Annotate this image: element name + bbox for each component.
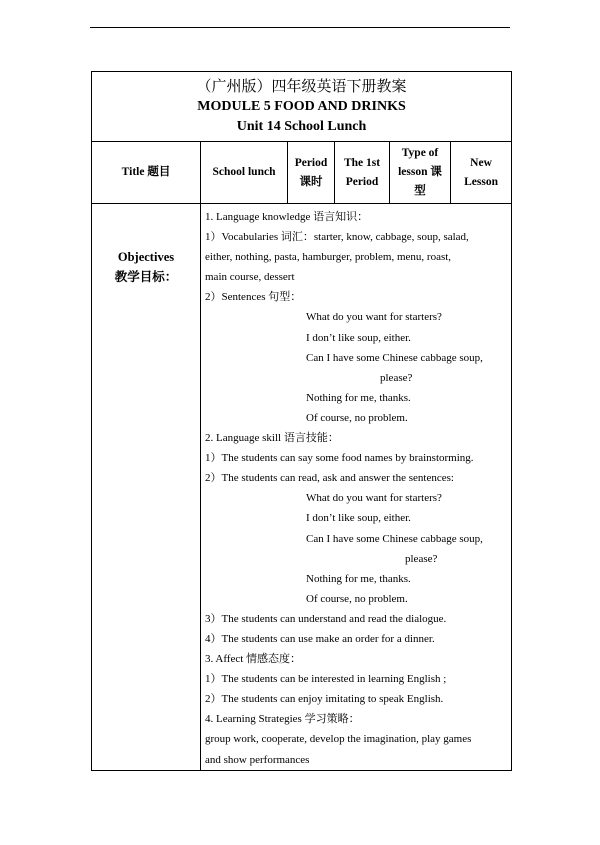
period-value-line1: The 1st xyxy=(343,156,381,169)
title-value: School lunch xyxy=(201,142,288,204)
objectives-label xyxy=(92,247,200,287)
objective-line: 2. Language skill 语言技能： xyxy=(205,432,339,445)
sentence-line: please? xyxy=(380,371,413,384)
title-row xyxy=(92,72,512,142)
objectives-label-en: Objectives xyxy=(117,250,175,264)
sentence-line: I don’t like soup, either. xyxy=(306,331,411,344)
objective-line: 2）Sentences 句型： xyxy=(205,291,302,304)
objectives-label-cn: 教学目标： xyxy=(114,270,178,284)
objective-line: 1）The students can be interested in learning English ; xyxy=(205,673,447,686)
title-chinese: （广州版）四年级英语下册教案 xyxy=(196,78,407,95)
objective-line: 3. Affect 情感态度： xyxy=(205,653,302,666)
type-label-line3: 型 xyxy=(414,185,426,197)
objectives-content xyxy=(201,204,512,771)
objectives-label-cell xyxy=(92,204,201,771)
sentence-line: Can I have some Chinese cabbage soup, xyxy=(306,351,483,364)
sentence-line: Nothing for me, thanks. xyxy=(306,391,411,404)
sentence-line: I don’t like soup, either. xyxy=(306,512,411,525)
objective-line: 3）The students can understand and read the dialogue. xyxy=(205,612,447,625)
period-label-en: Period xyxy=(294,156,328,169)
type-label-line1: Type of xyxy=(401,147,439,159)
lesson-plan-table xyxy=(91,71,512,771)
header-rule xyxy=(90,27,510,28)
title-label: Title 题目 xyxy=(92,142,201,204)
objective-line: 2）The students can read, ask and answer the sentences: xyxy=(205,472,454,485)
objective-line: 2）The students can enjoy imitating to speak English. xyxy=(205,693,444,706)
sentence-line: What do you want for starters? xyxy=(306,311,442,324)
objective-line: and show performances xyxy=(205,753,310,766)
type-label xyxy=(390,142,451,204)
sentence-line: Of course, no problem. xyxy=(306,592,408,605)
period-label-cn: 课时 xyxy=(299,175,323,188)
type-label-line2: lesson 课 xyxy=(398,166,442,178)
objective-line: group work, cooperate, develop the imagination, play games xyxy=(205,733,472,746)
sentence-line: Of course, no problem. xyxy=(306,411,408,424)
period-value-line2: Period xyxy=(345,175,379,188)
sentence-line: please? xyxy=(405,552,438,565)
unit-title: Unit 14 School Lunch xyxy=(236,118,367,134)
objective-line: 1）The students can say some food names by brainstorming. xyxy=(205,452,474,465)
objective-line: 1）Vocabularies 词汇：starter, know, cabbage, soup, salad, xyxy=(205,231,469,244)
period-value xyxy=(335,142,390,204)
type-value-line1: New xyxy=(470,156,492,169)
module-title: MODULE 5 FOOD AND DRINKS xyxy=(197,98,406,114)
info-row xyxy=(92,142,512,204)
objective-line: either, nothing, pasta, hamburger, problem, menu, roast, xyxy=(205,251,452,264)
objective-line: 4. Learning Strategies 学习策略： xyxy=(205,713,360,726)
objective-line: main course, dessert xyxy=(205,271,295,284)
period-label xyxy=(288,142,335,204)
sentence-line: Nothing for me, thanks. xyxy=(306,572,411,585)
objectives-row xyxy=(92,204,512,771)
objective-line: 1. Language knowledge 语言知识： xyxy=(205,211,369,223)
sentence-line: Can I have some Chinese cabbage soup, xyxy=(306,532,483,545)
type-value xyxy=(451,142,512,204)
document-title xyxy=(92,72,512,142)
sentence-line: What do you want for starters? xyxy=(306,492,442,505)
type-value-line2: Lesson xyxy=(464,175,498,188)
objective-line: 4）The students can use make an order for a dinner. xyxy=(205,632,435,645)
